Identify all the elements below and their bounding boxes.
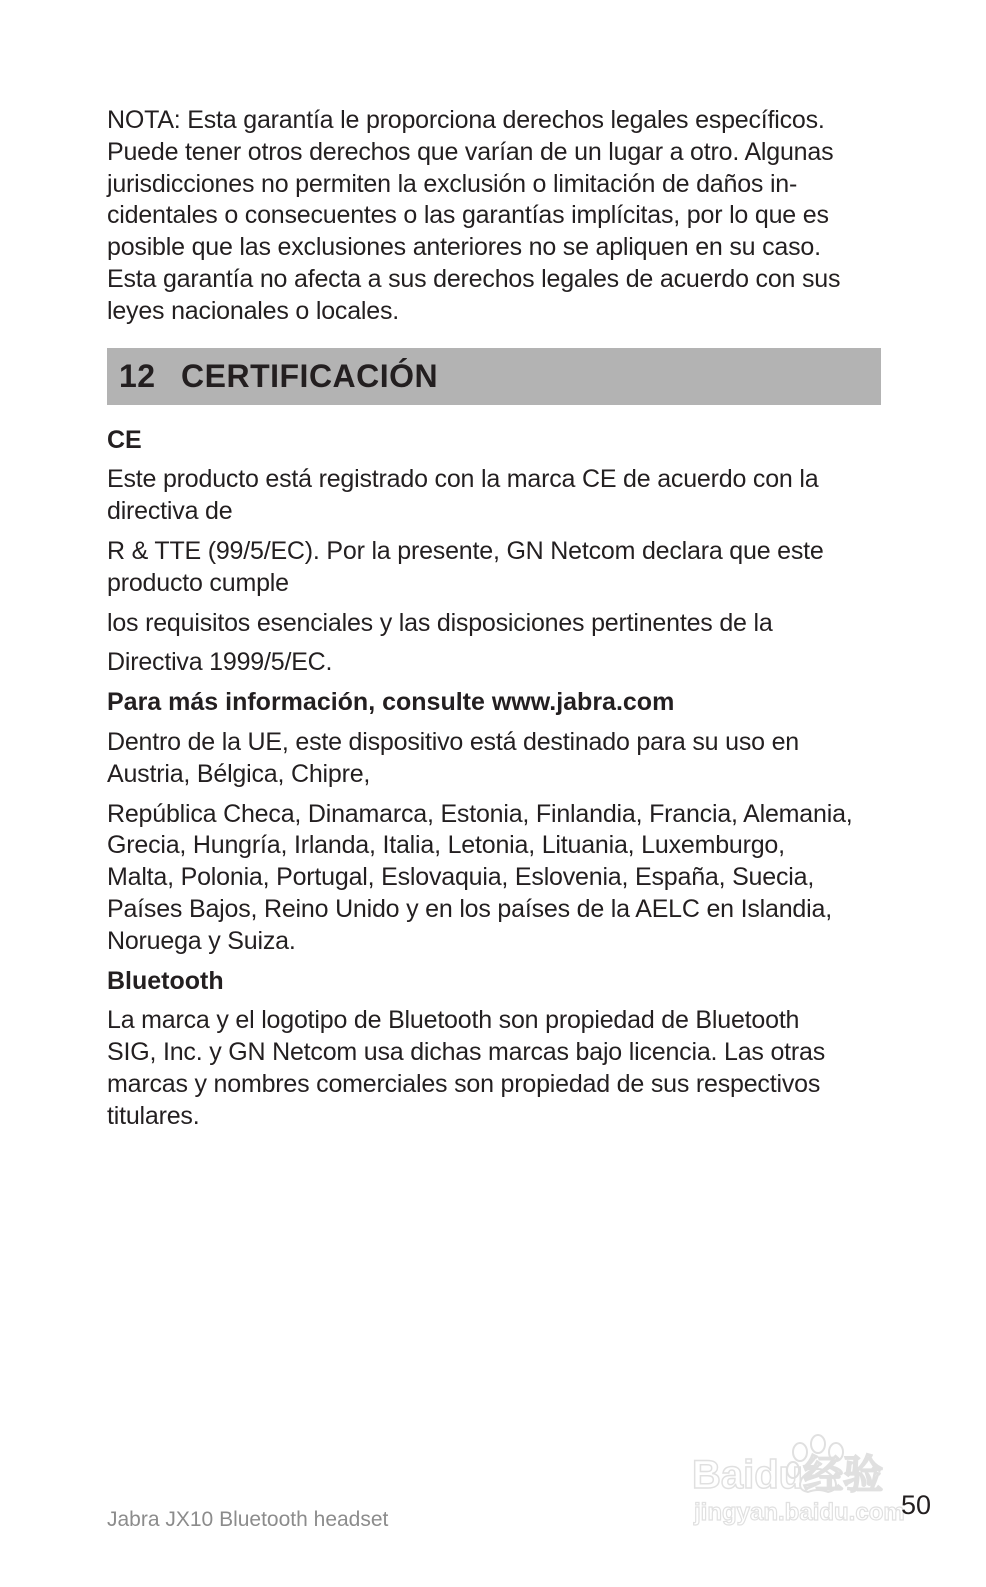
paragraph-line: Este producto está registrado con la marca CE de acuerdo con la (107, 465, 819, 494)
country-line: Malta, Polonia, Portugal, Eslovaquia, Eslovenia, España, Suecia, (107, 863, 815, 892)
document-page (107, 105, 871, 1133)
watermark-brand: Baidu经验 (692, 1453, 884, 1497)
paragraph-line: producto cumple (107, 568, 289, 597)
bluetooth-section (107, 966, 871, 1133)
section-number: 12 (119, 357, 156, 394)
country-list (107, 799, 871, 958)
country-line: Grecia, Hungría, Irlanda, Italia, Letonia, Lituania, Luxemburgo, (107, 831, 785, 860)
bluetooth-heading: Bluetooth (107, 966, 224, 995)
note-line: cidentales o consecuentes o las garantías implícitas, por lo que es (107, 201, 829, 230)
ce-paragraph-3: los requisitos esenciales y las disposiciones pertinentes de la (107, 608, 773, 637)
ce-paragraph-2 (107, 536, 871, 600)
ce-paragraph-4: Directiva 1999/5/EC. (107, 648, 333, 677)
bluetooth-line: SIG, Inc. y GN Netcom usa dichas marcas bajo licencia. Las otras (107, 1038, 826, 1067)
footer-product-name: Jabra JX10 Bluetooth headset (107, 1508, 389, 1531)
country-line: Países Bajos, Reino Unido y en los países de la AELC en Islandia, (107, 894, 832, 923)
baidu-watermark-icon (690, 1430, 922, 1530)
ce-section (107, 425, 871, 958)
note-line: leyes nacionales o locales. (107, 296, 399, 325)
bluetooth-line: La marca y el logotipo de Bluetooth son propiedad de Bluetooth (107, 1006, 800, 1035)
watermark-url: jingyan.baidu.com (694, 1499, 905, 1526)
bluetooth-line: titulares. (107, 1101, 200, 1130)
note-line: posible que las exclusiones anteriores no se apliquen en su caso. (107, 233, 821, 262)
bluetooth-line: marcas y nombres comerciales son propiedad de sus respectivos (107, 1069, 821, 1098)
paragraph-line: Austria, Bélgica, Chipre, (107, 759, 371, 788)
note-line: Puede tener otros derechos que varían de un lugar a otro. Algunas (107, 137, 834, 166)
country-line: Noruega y Suiza. (107, 926, 296, 955)
ce-heading: CE (107, 425, 142, 454)
paragraph-line: R & TTE (99/5/EC). Por la presente, GN Netcom declara que este (107, 536, 824, 565)
more-info-link: Para más información, consulte www.jabra.com (107, 688, 675, 717)
note-line: Esta garantía no afecta a sus derechos legales de acuerdo con sus (107, 264, 841, 293)
section-header (107, 348, 881, 405)
note-line: NOTA: Esta garantía le proporciona derechos legales específicos. (107, 106, 825, 134)
page-number: 50 (901, 1490, 932, 1520)
ce-paragraph-5 (107, 727, 871, 791)
section-title: CERTIFICACIÓN (181, 357, 439, 394)
country-line: República Checa, Dinamarca, Estonia, Finlandia, Francia, Alemania, (107, 799, 853, 828)
paragraph-line: Dentro de la UE, este dispositivo está destinado para su uso en (107, 727, 799, 756)
note-line: jurisdicciones no permiten la exclusión o limitación de daños in- (107, 169, 798, 198)
ce-paragraph-1 (107, 464, 871, 528)
warranty-note (107, 105, 871, 328)
paragraph-line: directiva de (107, 497, 233, 526)
